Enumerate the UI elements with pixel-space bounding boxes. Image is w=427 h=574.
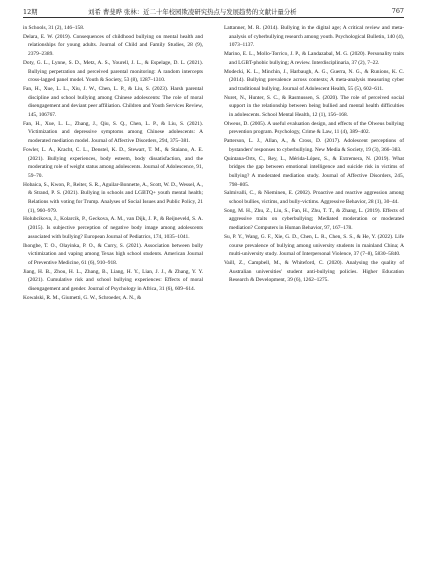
reference-entry: Su, P. Y., Wang, G. F., Xie, G. D., Chen, L. R., Chen, S. S., & He, Y. (2022). Life course prevalence of bullying among university students in mainland China; A multi-university study. Journal of Interpersonal Violence, 37 (7–8), 5830–5840.: [224, 233, 404, 258]
reference-column-right: [224, 24, 404, 285]
reference-entry: Marino, E. L., Mollo-Torrico, J. P., & Landazabal, M. G. (2020). Personality traits and LGBT-phobic bullying; A review. Interdisciplinaria, 37 (2), 7–22.: [224, 51, 404, 66]
reference-entry: Quintana-Orts, C., Rey, L., Mérida-López, S., & Extremera, N. (2019). What bridges the gap between emotional intelligence and suicide risk in victims of bullying? A moderated mediation study. Journal of Affective Disorders, 245, 798–805.: [224, 155, 404, 188]
reference-entry: Hobaica, S., Kwon, P., Reiter, S. R., Aguilar-Bonnette, A., Scott, W. D., Wessel, A., & Strand, P. S. (2021). Bullying in schools and LGBTQ+ youth mental health; Relations with voting for Trump. Analyses of Social Issues and Public Policy, 21 (1), 960–979.: [23, 181, 203, 214]
reference-entry: Modecki, K. L., Minchin, J., Harbaugh, A. G., Guerra, N. G., & Runions, K. C. (2014). Bullying prevalence across contexts; A meta-analysis measuring cyber and traditional bullying. Journal of Adolescent Health, 55 (5), 602–611.: [224, 68, 404, 92]
reference-entry: in Schools, 31 (2), 146–158.: [23, 25, 85, 31]
reference-entry: Fan, H., Xue, L. L., Xiu, J. W., Chen, L. P., & Liu, S. (2023). Harsh parental discipline and school bullying among Chinese adolescents: The role of moral disengagement and deviant peer affiliation. Children and Youth Services Review, 145, 106767.: [23, 85, 204, 119]
reference-entry: Fowler, L. A., Kracht, C. L., Denstel, K. D., Stewart, T. M., & Staiano, A. E. (2021). Bullying experiences, body esteem, body dissatisfaction, and the moderating role of weight status among adolescents. Journal of Adolescence, 91, 59–70.: [23, 146, 203, 179]
reference-entry: Lattanner, M. R. (2014). Bullying in the digital age; A critical review and meta-analysis of cyberbullying research among youth. Psychological Bulletin, 140 (4), 1073–1137.: [224, 25, 404, 49]
reference-entry: Nuret, N., Hunter, S. C., & Rasmussen, S. (2020). The role of perceived social support in the relationship between being bullied and mental health difficulties in adolescents. School Mental Health, 12 (1), 156–168.: [224, 94, 404, 119]
reference-entry: Song, M. H., Zhu, Z., Liu, S., Fan, H., Zhu, T. T., & Zhang, L. (2019). Effects of aggressive traits on cyberbullying; Mediated moderation or moderated mediation? Computers in Human Behavior, 97, 167–178.: [224, 207, 404, 232]
running-title: 刘希 曹斐晔 张林：近二十年校园欺凌研究热点与发展趋势的文献计量分析: [88, 8, 297, 16]
reference-entry: Fan, H., Xue, L. L., Zhang, J., Qiu, S. Q., Chen, L. P., & Liu, S. (2021). Victimization and depressive symptoms among Chinese adolescents: A moderated mediation model. Journal of Affective Disorders, 294, 375–381.: [23, 120, 203, 145]
reference-entry: Doty, G. L., Lynne, S. D., Metz, A. S., Yourell, J. L., & Espelage, D. L. (2021). Bullying perpetration and perceived parental monitoring: A random intercepts cross-lagged panel model. Youth & Society, 53 (8), 1287–1310.: [23, 59, 203, 84]
reference-entry: Holubcikova, J., Kolarcik, P., Geckova, A. M., van Dijk, J. P., & Reijneveld, S. A. (2015). Is subjective perception of negative body image among adolescents associated with bullying? European Journal of Pediatrics, 174, 1035–1041.: [23, 216, 203, 240]
reference-entry: Ihongbe, T. O., Olayinka, P. O., & Curry, S. (2021). Association between bully victimization and vaping among Texas high school students. American Journal of Preventive Medicine, 61 (6), 910–918.: [23, 242, 203, 266]
reference-entry: Jiang, H. B., Zhou, H. L., Zhang, B., Liang, H. Y., Lian, J. J., & Zhang, Y. Y. (2021). Cumulative risk and school bullying experiences: Effects of moral disengagement and gender. Journal of Psychology in Africa, 31 (6), 609–614.: [23, 268, 203, 293]
header-rule: [23, 17, 404, 18]
reference-entry: Kowalski, R. M., Giumetti, G. W., Schroeder, A. N., &: [23, 294, 142, 301]
reference-entry: Delara, E. W. (2019). Consequences of childhood bullying on mental health and relationships for young adults. Journal of Child and Family Studies, 28 (9), 2379–2389.: [23, 33, 203, 58]
reference-entry: Vaill, Z., Campbell, M., & Whiteford, C. (2020). Analysing the quality of Australian universities' student anti-bullying policies. Higher Education Research & Development, 39 (6), 1262–1275.: [224, 259, 404, 284]
reference-entry: Olweus, D. (2005). A useful evaluation design, and effects of the Olweus bullying prevention program. Psychology, Crime & Law, 11 (4), 389–402.: [224, 120, 404, 136]
issue-number: 12期: [23, 8, 38, 16]
reference-entry: Salmivalli, C., & Nieminen, E. (2002). Proactive and reactive aggression among school bullies, victims, and bully-victims. Aggressive Behavior, 28 (1), 30–44.: [224, 190, 404, 206]
reference-column-left: [23, 24, 203, 303]
reference-entry: Patterson, L. J., Allan, A., & Cross, D. (2017). Adolescent perceptions of bystanders' responses to cyberbullying. New Media & Society, 19 (3), 366–383.: [224, 138, 404, 153]
page-number: 767: [391, 7, 404, 15]
